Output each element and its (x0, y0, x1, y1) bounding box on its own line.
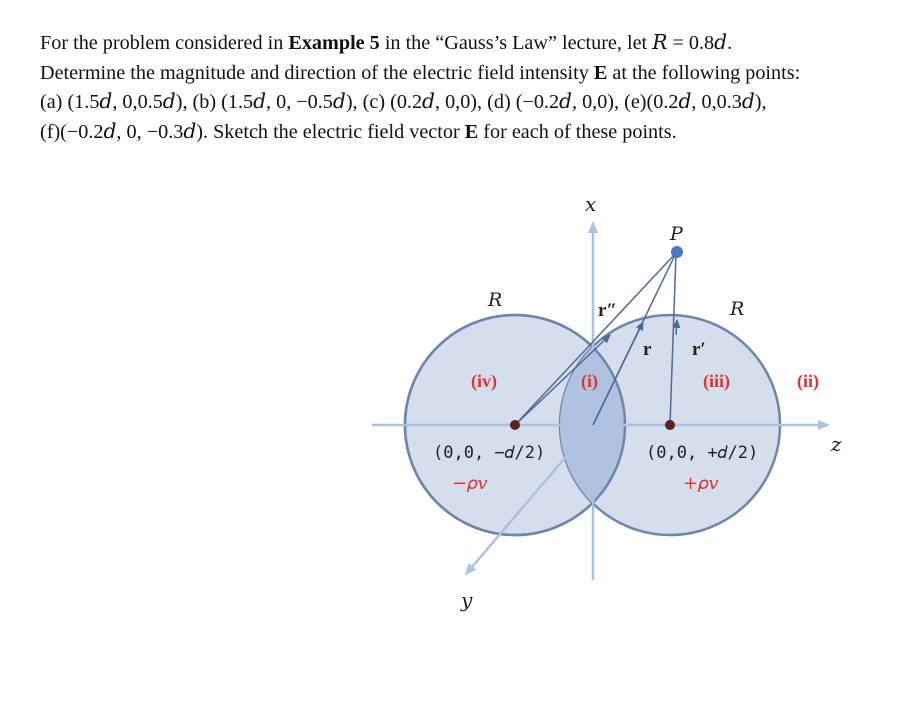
text-run: . (727, 32, 733, 54)
right-center-label: (0,0, +𝑑/2) (646, 443, 759, 463)
right-center-dot (665, 420, 675, 430)
left-charge-label: −𝜌𝑣 (452, 473, 488, 494)
y-axis-label: y (461, 588, 473, 612)
z-axis-label: z (831, 432, 842, 456)
text-run: Determine the magnitude and direction of the electric field intensity (40, 61, 594, 84)
radius-left-label: R (488, 289, 503, 311)
r-double-prime-label: r″ (598, 300, 617, 321)
text-run: = 0.8 (667, 32, 715, 54)
region-iii-label: (iii) (703, 371, 730, 391)
right-charge-label: +𝜌𝑣 (683, 473, 719, 494)
text-run: For the problem considered in (40, 32, 289, 54)
left-center-label: (0,0, −𝑑/2) (433, 443, 546, 463)
text-run: for each of these points. (478, 120, 677, 143)
vector-E: E (593, 61, 608, 84)
r-prime-arrow (676, 320, 677, 335)
text-run: (f)(−0.2𝑑, 0, −0.3𝑑). Sketch the electric field vector (40, 120, 465, 143)
text-run: in the “Gauss’s Law” lecture, let (379, 32, 653, 54)
region-ii-label: (ii) (797, 371, 819, 391)
math-d: d (714, 30, 728, 54)
example-ref: Example 5 (288, 32, 380, 54)
r-label: r (643, 339, 652, 360)
radius-right-label: R (730, 298, 745, 320)
vector-E: E (464, 120, 479, 143)
point-P-label: P (670, 223, 683, 245)
point-P-dot (671, 246, 683, 258)
region-i-label: (i) (581, 371, 598, 391)
r-prime-label: r′ (692, 339, 706, 360)
region-iv-label: (iv) (471, 371, 497, 391)
problem-line-3: (a) (1.5𝑑, 0,0.5𝑑), (b) (1.5𝑑, 0, −0.5𝑑), (c) (0.2𝑑, 0,0), (d) (−0.2𝑑, 0,0), (e)(0.2𝑑, 0,0.3𝑑), (40, 91, 767, 113)
math-R: R (652, 30, 668, 54)
left-center-dot (510, 420, 520, 430)
x-axis-label: x (585, 192, 597, 216)
text-run: at the following points: (607, 61, 801, 84)
